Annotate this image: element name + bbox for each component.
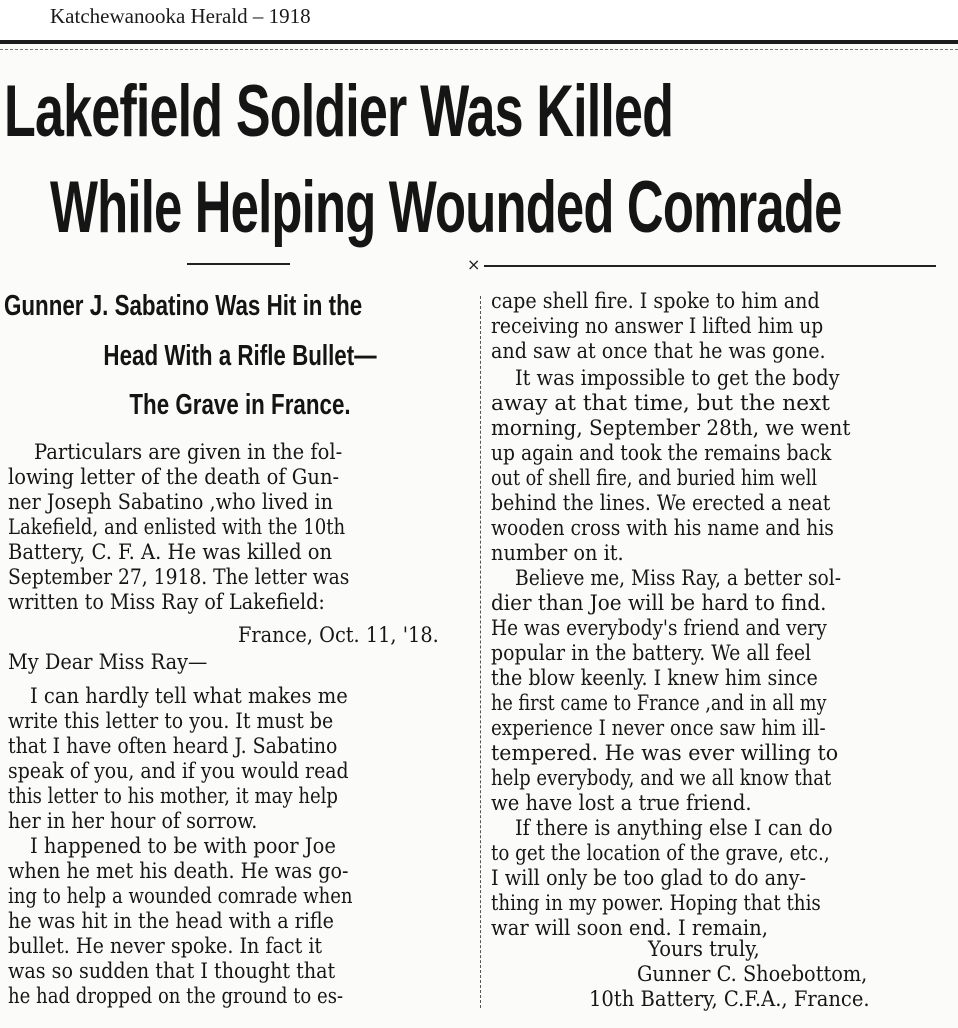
column2-line: popular in the battery. We all feel [491,641,812,665]
headline-rule-right [484,265,936,267]
column1-line: I can hardly tell what makes me [30,684,348,708]
column1-line: ing to help a wounded comrade when [8,884,353,908]
column1-line: bullet. He never spoke. In fact it [8,934,323,958]
column2-line: number on it. [491,541,624,565]
signature-unit: 10th Battery, C.F.A., France. [589,987,870,1011]
column2-line: cape shell fire. I spoke to him and [491,289,820,313]
subheadline-line-1: Gunner J. Sabatino Was Hit in the [4,288,363,322]
column1-line: September 27, 1918. The letter was [8,565,350,589]
ornament-x: × [467,255,481,274]
subheadline-line-2: Head With a Rifle Bullet— [103,338,377,372]
column1-line: this letter to his mother, it may help [8,784,338,808]
column1-line: Lakefield, and enlisted with the 10th [8,515,346,539]
column2-line: It was impossible to get the body [515,366,840,390]
headline-line-2: While Helping Wounded Comrade [50,167,842,249]
source-caption: Katchewanooka Herald – 1918 [50,4,311,28]
column2-line: help everybody, and we all know that [491,766,832,790]
column-divider [480,296,481,1008]
column1-line: I happened to be with poor Joe [30,834,336,858]
column2-line: Believe me, Miss Ray, a better sol- [515,566,842,590]
column2-line: dier than Joe will be hard to find. [491,591,827,615]
column2-line: we have lost a true friend. [491,791,752,815]
column2-line: and saw at once that he was gone. [491,339,826,363]
column1-line: Battery, C. F. A. He was killed on [8,540,333,564]
salutation: My Dear Miss Ray— [8,650,208,674]
column2-line: morning, September 28th, we went [491,416,851,440]
column2-line: experience I never once saw him ill- [491,716,826,740]
column1-line: he was hit in the head with a rifle [8,909,334,933]
headline-rule-left [187,263,290,265]
closing: Yours truly, [648,937,760,961]
column1-line: was so sudden that I thought that [8,959,336,983]
column2-line: thing in my power. Hoping that this [491,891,821,915]
column1-line: he had dropped on the ground to es- [8,984,344,1008]
column1-line: speak of you, and if you would read [8,759,349,783]
column2-line: behind the lines. We erected a neat [491,491,831,515]
column2-line: wooden cross with his name and his [491,516,834,540]
column2-line: he first came to France ,and in all my [491,691,827,715]
column1-line: write this letter to you. It must be [8,709,334,733]
column2-line: I will only be too glad to do any- [491,866,807,890]
dateline: France, Oct. 11, '18. [238,623,439,647]
column1-line: that I have often heard J. Sabatino [8,734,338,758]
column2-line: He was everybody's friend and very [491,616,827,640]
column1-line: lowing letter of the death of Gun- [8,465,340,489]
column2-line: away at that time, but the next [491,391,830,415]
column2-line: up again and took the remains back [491,441,832,465]
column2-line: If there is anything else I can do [515,816,833,840]
column2-line: the blow keenly. I knew him since [491,666,818,690]
column1-line: Particulars are given in the fol- [34,440,343,464]
column2-line: to get the location of the grave, etc., [491,841,830,865]
column1-line: ner Joseph Sabatino ,who lived in [8,490,333,514]
column2-line: war will soon end. I remain, [491,916,768,940]
column1-line: her in her hour of sorrow. [8,809,258,833]
subheadline-line-3: The Grave in France. [129,387,351,421]
signature-name: Gunner C. Shoebottom, [637,962,868,986]
column2-line: receiving no answer I lifted him up [491,314,824,338]
column2-line: out of shell fire, and buried him well [491,466,818,490]
column1-line: when he met his death. He was go- [8,859,349,883]
headline-line-1: Lakefield Soldier Was Killed [4,71,674,153]
column1-line: written to Miss Ray of Lakefield: [8,590,325,614]
column2-line: tempered. He was ever willing to [491,741,839,765]
